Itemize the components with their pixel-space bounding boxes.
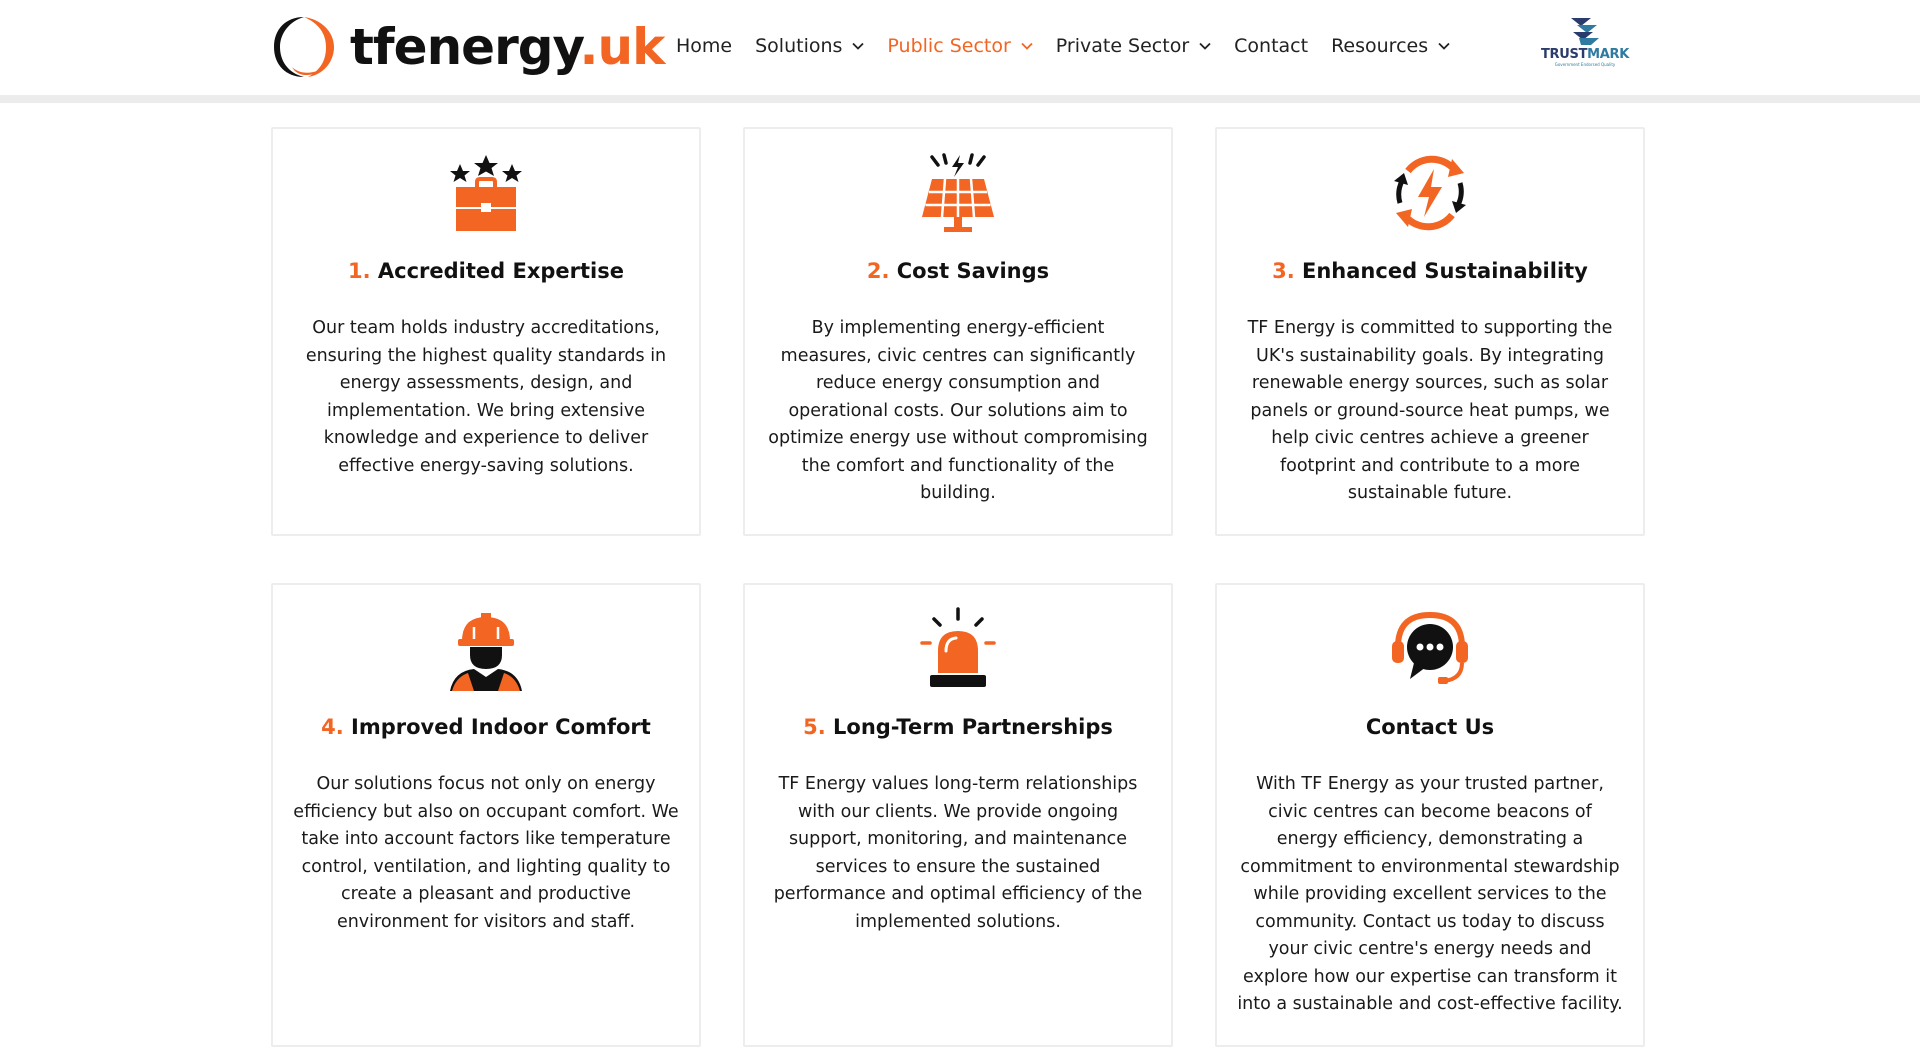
nav-item-private-sector[interactable] xyxy=(1056,35,1211,57)
card-title xyxy=(1217,715,1643,739)
nav-item-solutions[interactable] xyxy=(755,35,864,57)
logo-mark-icon xyxy=(268,11,340,83)
logo-brand: tfenergy xyxy=(350,18,580,76)
card-title-text: Improved Indoor Comfort xyxy=(351,715,651,739)
logo-tld: .uk xyxy=(579,18,665,76)
site-logo[interactable] xyxy=(268,8,664,86)
trustmark-name xyxy=(1537,48,1633,61)
card-number: 4. xyxy=(321,715,344,739)
chevron-down-icon xyxy=(1199,42,1211,50)
header-divider xyxy=(0,95,1920,103)
card-body: Our solutions focus not only on energy efficiency but also on occupant comfort. We take into account factors like temperature control, ventilation, and lighting quality to create a pleasant and productive environment for visitors and staff. xyxy=(293,774,679,932)
main-nav xyxy=(676,30,1473,62)
card-title-text: Accredited Expertise xyxy=(377,259,624,283)
card-body: TF Energy values long-term relationships with our clients. We provide ongoing support, monitoring, and maintenance services to ensure the sustained performance and optimal efficiency of the implemented solutions. xyxy=(773,774,1143,932)
feature-card-contact xyxy=(1215,583,1645,1047)
feature-card-2 xyxy=(743,127,1173,536)
nav-item-label: Resources xyxy=(1331,35,1429,57)
card-title xyxy=(745,715,1171,739)
nav-item-contact[interactable] xyxy=(1234,35,1308,57)
chevron-down-icon xyxy=(852,42,864,50)
card-title xyxy=(745,259,1171,283)
card-body: Our team holds industry accreditations, ensuring the highest quality standards in energy assessments, design, and implementation. We bring extensive knowledge and experience to deliver effective energy-saving solutions. xyxy=(305,318,667,476)
trustmark-tagline: Government Endorsed Quality xyxy=(1554,62,1616,67)
card-title xyxy=(273,259,699,283)
card-title xyxy=(273,715,699,739)
card-body: By implementing energy-efficient measures, civic centres can significantly reduce energy consumption and operational costs. Our solutions aim to optimize energy use without compromising the comfort and functionality of the building. xyxy=(768,318,1148,503)
card-body: TF Energy is committed to supporting the UK's sustainability goals. By integrating renewable energy sources, such as solar panels or ground-source heat pumps, we help civic centres achieve a greener footprint and contribute to a more sustainable future. xyxy=(1247,318,1613,503)
card-title-text: Enhanced Sustainability xyxy=(1302,259,1588,283)
card-number: 5. xyxy=(803,715,826,739)
nav-item-home[interactable] xyxy=(676,35,732,57)
nav-item-label: Contact xyxy=(1234,35,1309,57)
card-title-text: Cost Savings xyxy=(896,259,1050,283)
site-header xyxy=(0,0,1920,95)
trustmark-name-part1: TRUST xyxy=(1540,47,1588,62)
card-title-text: Long-Term Partnerships xyxy=(833,715,1113,739)
headset-chat-icon xyxy=(1388,607,1472,691)
card-body: With TF Energy as your trusted partner, civic centres can become beacons of energy efficiency, demonstrating a commitment to environmental stewardship while providing excellent services to the community. Contact us today to discuss your civic centre's energy needs and explore how our expertise can transform it into a sustainable and cost-effective facility. xyxy=(1237,774,1623,1014)
alarm-siren-icon xyxy=(916,607,1000,691)
card-title xyxy=(1217,259,1643,283)
nav-item-label: Public Sector xyxy=(887,35,1011,57)
worker-hard-hat-icon xyxy=(444,607,528,691)
briefcase-stars-icon xyxy=(444,151,528,235)
renewable-energy-icon xyxy=(1388,151,1472,235)
feature-card-4 xyxy=(271,583,701,1047)
logo-text xyxy=(350,18,665,76)
nav-item-label: Solutions xyxy=(755,35,843,57)
trustmark-badge[interactable] xyxy=(1537,16,1633,78)
solar-panel-icon xyxy=(916,151,1000,235)
feature-card-5 xyxy=(743,583,1173,1047)
card-number: 2. xyxy=(866,259,890,283)
card-title-text: Contact Us xyxy=(1365,715,1495,739)
nav-item-public-sector[interactable] xyxy=(887,35,1032,57)
nav-item-label: Home xyxy=(676,35,733,57)
chevron-down-icon xyxy=(1438,42,1450,50)
nav-item-resources[interactable] xyxy=(1331,35,1450,57)
nav-item-label: Private Sector xyxy=(1055,35,1190,57)
feature-card-3 xyxy=(1215,127,1645,536)
chevron-down-icon xyxy=(1021,42,1033,50)
trustmark-logo-icon xyxy=(1565,16,1605,46)
trustmark-name-part2: MARK xyxy=(1587,47,1630,62)
feature-card-1 xyxy=(271,127,701,536)
card-number: 1. xyxy=(347,259,371,283)
card-number: 3. xyxy=(1272,259,1295,283)
